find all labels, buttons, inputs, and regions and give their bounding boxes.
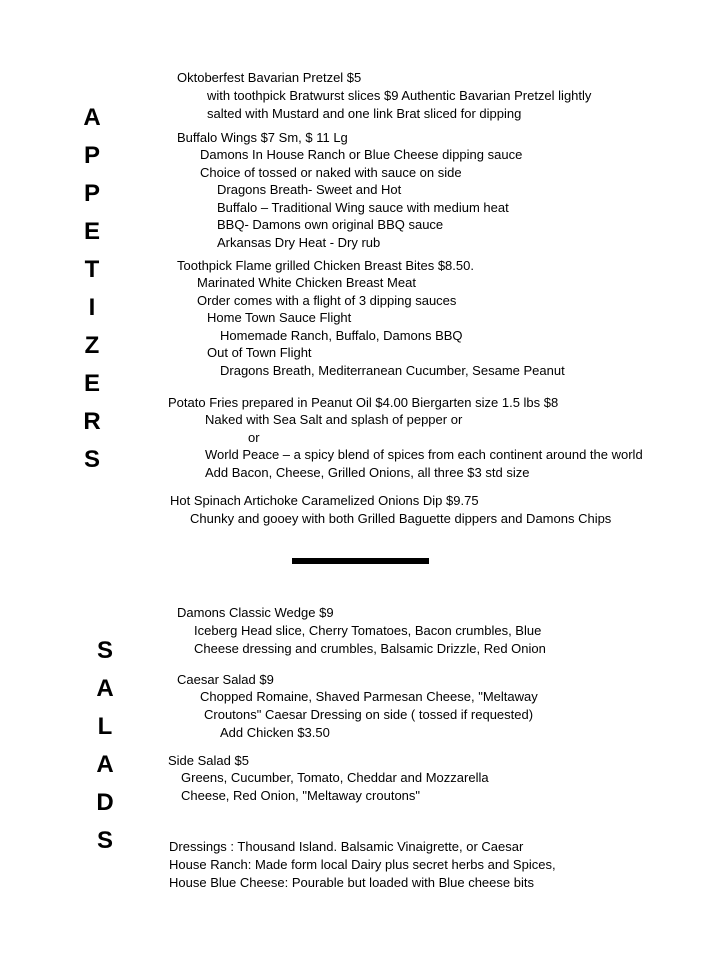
heading-letter: P: [83, 142, 100, 169]
menu-item-description: Cheese, Red Onion, "Meltaway croutons": [181, 788, 421, 803]
menu-item-option: Homemade Ranch, Buffalo, Damons BBQ: [220, 328, 463, 343]
heading-letter: S: [96, 637, 113, 664]
menu-item-description: Croutons" Caesar Dressing on side ( tossed if requested): [204, 707, 534, 722]
heading-letter: A: [96, 675, 114, 702]
menu-item-option: Add Chicken $3.50: [220, 725, 330, 740]
heading-letter: A: [83, 104, 101, 131]
heading-letter: Z: [84, 332, 100, 359]
heading-letter: S: [83, 446, 100, 473]
section-divider: [292, 558, 429, 564]
menu-item-title: Potato Fries prepared in Peanut Oil $4.00 Biergarten size 1.5 lbs $8: [168, 395, 559, 410]
heading-letter: R: [83, 408, 101, 435]
menu-item-title: Toothpick Flame grilled Chicken Breast Bites $8.50.: [177, 258, 474, 273]
menu-item-title: Damons Classic Wedge $9: [177, 605, 334, 620]
heading-letter: D: [96, 789, 114, 816]
heading-letter: L: [97, 713, 113, 740]
menu-item-description: or: [248, 430, 260, 445]
menu-item-option: Dragons Breath- Sweet and Hot: [217, 182, 402, 197]
menu-item-description: Chunky and gooey with both Grilled Baguette dippers and Damons Chips: [190, 511, 612, 526]
heading-letter: T: [84, 256, 100, 283]
menu-item-description: World Peace – a spicy blend of spices from each continent around the world: [205, 447, 643, 462]
menu-item-option: BBQ- Damons own original BBQ sauce: [217, 217, 444, 232]
heading-letter: A: [96, 751, 114, 778]
menu-item-description: Add Bacon, Cheese, Grilled Onions, all three $3 std size: [205, 465, 530, 480]
menu-item-option: Arkansas Dry Heat - Dry rub: [217, 235, 381, 250]
menu-item-description: Cheese dressing and crumbles, Balsamic Drizzle, Red Onion: [194, 641, 546, 656]
menu-item-title: Hot Spinach Artichoke Caramelized Onions Dip $9.75: [170, 493, 479, 508]
menu-item-description: Damons In House Ranch or Blue Cheese dipping sauce: [200, 147, 523, 162]
menu-item-description: Greens, Cucumber, Tomato, Cheddar and Mozzarella: [181, 770, 489, 785]
heading-letter: I: [88, 294, 96, 321]
dressings-line: Dressings : Thousand Island. Balsamic Vinaigrette, or Caesar: [169, 839, 524, 854]
heading-letter: E: [83, 218, 100, 245]
menu-item-description: salted with Mustard and one link Brat sliced for dipping: [207, 106, 522, 121]
heading-letter: P: [83, 180, 100, 207]
menu-item-description: Naked with Sea Salt and splash of pepper or: [205, 412, 463, 427]
heading-letter: E: [83, 370, 100, 397]
heading-letter: S: [96, 827, 113, 854]
menu-item-description: Order comes with a flight of 3 dipping sauces: [197, 293, 457, 308]
dressings-line: House Ranch: Made form local Dairy plus secret herbs and Spices,: [169, 857, 556, 872]
menu-item-option: Home Town Sauce Flight: [207, 310, 352, 325]
menu-item-description: Marinated White Chicken Breast Meat: [197, 275, 416, 290]
menu-item-description: Chopped Romaine, Shaved Parmesan Cheese, "Meltaway: [200, 689, 538, 704]
menu-item-title: Oktoberfest Bavarian Pretzel $5: [177, 70, 362, 85]
menu-item-title: Caesar Salad $9: [177, 672, 274, 687]
dressings-line: House Blue Cheese: Pourable but loaded with Blue cheese bits: [169, 875, 534, 890]
menu-item-description: Choice of tossed or naked with sauce on side: [200, 165, 462, 180]
menu-item-title: Buffalo Wings $7 Sm, $ 11 Lg: [177, 130, 348, 145]
menu-item-description: Iceberg Head slice, Cherry Tomatoes, Bacon crumbles, Blue: [194, 623, 542, 638]
menu-item-option: Dragons Breath, Mediterranean Cucumber, Sesame Peanut: [220, 363, 565, 378]
menu-item-title: Side Salad $5: [168, 753, 249, 768]
menu-item-description: with toothpick Bratwurst slices $9 Authentic Bavarian Pretzel lightly: [207, 88, 592, 103]
menu-item-option: Buffalo – Traditional Wing sauce with medium heat: [217, 200, 509, 215]
menu-item-option: Out of Town Flight: [207, 345, 312, 360]
